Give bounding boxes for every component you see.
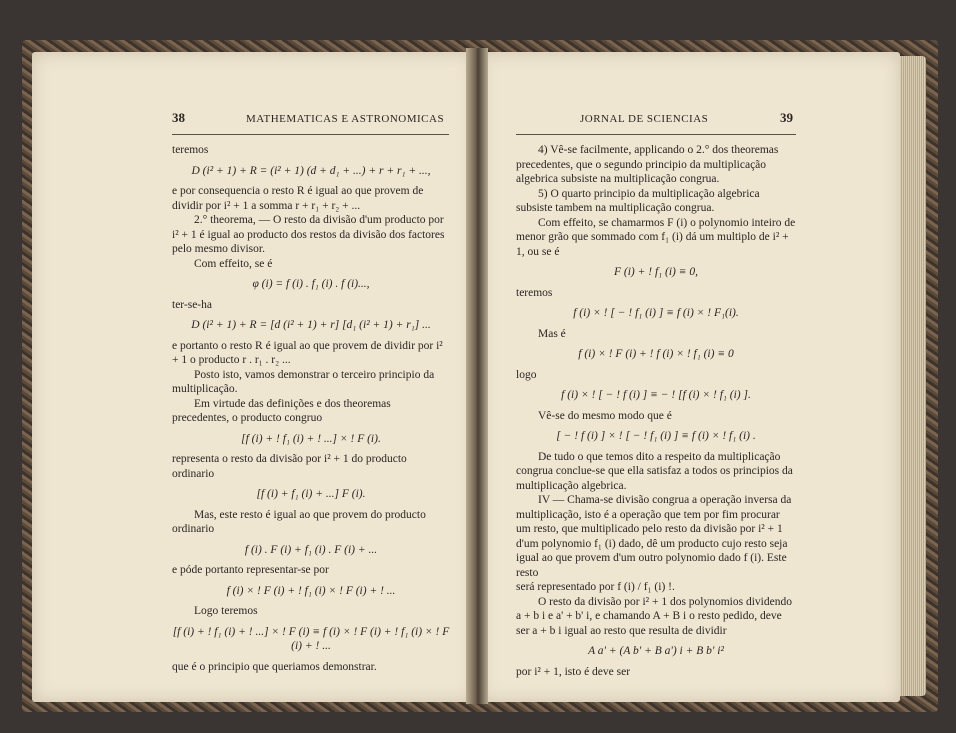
right-equation: F (i) + ! f₁ (i) ≡ 0, <box>613 266 699 278</box>
left-line: Posto isto, vamos demonstrar o terceiro principio da multiplicação. <box>172 368 435 395</box>
right-line: Vê-se do mesmo modo que é <box>538 409 672 422</box>
left-header-rule <box>172 134 449 135</box>
left-line: Mas, este resto é igual ao que provem do producto ordinario <box>172 508 426 535</box>
left-line: e por consequencia o resto R é igual ao que provem de dividir por i² + 1 a somma r + r₁ + r₂ + ... <box>172 185 424 212</box>
left-line: teremos <box>172 144 209 156</box>
left-equation: D (i² + 1) + R = (i² + 1) (d + d₁ + ...) + r + r₁ + ..., <box>191 164 431 177</box>
right-running-header: JORNAL DE SCIENCIAS <box>580 113 709 125</box>
right-line: teremos <box>516 286 553 299</box>
left-line: e portanto o resto R é igual ao que provem de dividir por i² + 1 o producto r . r₁ . r₂ ... <box>172 339 443 366</box>
left-line: ter-se-ha <box>172 298 212 311</box>
right-line: 5) O quarto principio da multiplicação algebrica subsiste tambem na multiplicação congrua. <box>516 187 760 214</box>
left-line: que é o principio que queriamos demonstrar. <box>172 660 377 673</box>
left-equation: D (i² + 1) + R = [d (i² + 1) + r] [d₁ (i² + 1) + r₁] ... <box>191 319 431 331</box>
left-line: Logo teremos <box>194 605 258 617</box>
left-line: Com effeito, se é <box>194 257 273 270</box>
right-page-number: 39 <box>780 110 793 125</box>
left-equation: f (i) . F (i) + f₁ (i) . F (i) + ... <box>244 543 378 556</box>
book-gutter <box>466 48 488 704</box>
right-equation: f (i) × ! F (i) + ! f (i) × ! f₁ (i) ≡ 0 <box>578 348 734 360</box>
right-text-column <box>516 143 796 679</box>
left-running-header: MATHEMATICAS E ASTRONOMICAS <box>246 113 445 125</box>
right-equation: f (i) × ! [ − ! f (i) ] ≡ − ! [f (i) × ! f₁ (i) ]. <box>561 389 751 401</box>
right-equation: A a' + (A b' + B a') i + B b' i² <box>588 645 724 657</box>
right-equation: [ − ! f (i) ] × ! [ − ! f₁ (i) ] ≡ f (i) × ! f₁ (i) . <box>556 430 756 442</box>
left-equation: f (i) × ! F (i) + ! f₁ (i) × ! F (i) + ! ... <box>226 584 396 597</box>
left-line: 2.° theorema, — O resto da divisão d'um producto por i² + 1 é igual ao producto dos restos da divisão dos factores pelo mesmo divisor. <box>172 214 445 255</box>
left-page-number: 38 <box>172 110 185 125</box>
right-header-rule <box>516 134 796 135</box>
left-equation: [f (i) + ! f₁ (i) + ! ...] × ! F (i) ≡ f (i) × ! F (i) + ! f₁ (i) × ! F (i) + ! ... <box>172 625 450 652</box>
right-line: Com effeito, se chamarmos F (i) o polynomio inteiro de menor grão que sommado com f₁ (i) dá um multiplo de i² + 1, ou se é <box>516 216 796 258</box>
right-line: por i² + 1, isto é deve ser <box>516 665 631 678</box>
left-equation: [f (i) + ! f₁ (i) + ! ...] × ! F (i). <box>241 432 381 445</box>
right-equation: f (i) × ! [ − ! f₁ (i) ] ≡ f (i) × ! F₁(i). <box>573 307 739 319</box>
right-line: logo <box>516 368 537 381</box>
left-line: Em virtude das definições e dos theoremas precedentes, o producto congruo <box>172 397 391 424</box>
right-line: De tudo o que temos dito a respeito da multiplicação congrua conclue-se que ella satisfaz a todos os principios da multiplicação algebrica. <box>516 450 793 492</box>
left-line: representa o resto da divisão por i² + 1 do producto ordinario <box>172 453 407 480</box>
right-line: IV — Chama-se divisão congrua a operação inversa da multiplicação, isto é a operação que tem por fim procurar um resto, que multiplicado pelo resto da divisão por i² + 1 d'um polynomio f₁ (i) dado, dê um producto cujo resto seja igual ao que provem d'um outro polynomio dado f (i). Este resto <box>516 494 792 579</box>
left-text-column <box>172 143 450 674</box>
left-equation: φ (i) = f (i) . f₁ (i) . f (i)..., <box>252 278 370 290</box>
right-line: 4) Vê-se facilmente, applicando o 2.° dos theoremas precedentes, que o segundo principio da multiplicação algebrica subsiste na multiplicação congrua. <box>516 144 779 185</box>
right-line: Mas é <box>538 327 566 340</box>
left-equation: [f (i) + f₁ (i) + ...] F (i). <box>256 488 366 500</box>
right-line: O resto da divisão por i² + 1 dos polynomios dividendo a + b i e a' + b' i, e chamando A + B i o resto pedido, deve ser a + b i igual ao resto que resulta de dividir <box>516 595 792 637</box>
left-line: e póde portanto representar-se por <box>172 564 329 576</box>
right-line: será representado por f (i) / f₁ (i) !. <box>516 581 675 593</box>
page-edges <box>900 56 926 696</box>
